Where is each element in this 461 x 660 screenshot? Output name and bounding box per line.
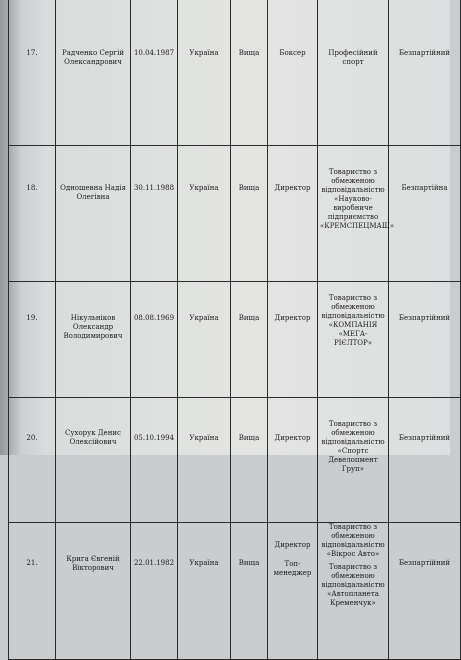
party: Безпартійний [389, 523, 461, 660]
workplace [318, 523, 389, 660]
position: Боксер [268, 0, 318, 146]
position [268, 523, 318, 660]
row-number: 19. [9, 282, 56, 398]
birth-date: 22.01.1982 [131, 523, 178, 660]
workplace: Професійний спорт [318, 0, 389, 146]
party: Безпартійний [389, 282, 461, 398]
table-row [9, 146, 461, 282]
position-2: Топ-менеджер [273, 560, 312, 577]
education: Вища [231, 282, 268, 398]
workplace: Товариство з обмеженою відповідальністю «Науково-виробниче підприємство «КРЕМСПЕЦМАШ» [318, 146, 389, 282]
workplace-1: Товариство з обмеженою відповідальністю «Вікрос Авто» [321, 523, 385, 558]
birth-date: 08.08.1969 [131, 282, 178, 398]
workplace-2: Товариство з обмеженою відповідальністю «Автопланета Кременчук» [321, 563, 385, 607]
row-number: 21. [9, 523, 56, 660]
education: Вища [231, 398, 268, 523]
position: Директор [268, 282, 318, 398]
full-name: Крига Євгеній Вікторович [56, 523, 131, 660]
citizenship: Україна [178, 523, 231, 660]
education: Вища [231, 146, 268, 282]
education: Вища [231, 0, 268, 146]
birth-date: 10.04.1987 [131, 0, 178, 146]
full-name: Одношевна Надія Олегівна [56, 146, 131, 282]
birth-date: 30.11.1988 [131, 146, 178, 282]
education: Вища [231, 523, 268, 660]
position-1: Директор [274, 541, 311, 549]
party: Безпартійна [389, 146, 461, 282]
row-number: 20. [9, 398, 56, 523]
full-name: Нікульніков Олександр Володимирович [56, 282, 131, 398]
workplace-list [320, 523, 386, 608]
position-list [270, 541, 315, 578]
row-number: 17. [9, 0, 56, 146]
table-row [9, 282, 461, 398]
spacer [270, 550, 315, 560]
row-number: 18. [9, 146, 56, 282]
full-name: Сухорук Денис Олексійович [56, 398, 131, 523]
birth-date: 05.10.1994 [131, 398, 178, 523]
citizenship: Україна [178, 146, 231, 282]
party: Безпартійний [389, 398, 461, 523]
workplace: Товариство з обмеженою відповідальністю «КОМПАНІЯ «МЕГА-РІЄЛТОР» [318, 282, 389, 398]
citizenship: Україна [178, 398, 231, 523]
candidates-table [8, 0, 461, 660]
position: Директор [268, 398, 318, 523]
citizenship: Україна [178, 282, 231, 398]
full-name: Радченко Сергій Олександрович [56, 0, 131, 146]
workplace: Товариство з обмеженою відповідальністю «Спортс Девелопмент Груп» [318, 398, 389, 523]
table-row [9, 0, 461, 146]
table-row [9, 523, 461, 660]
party: Безпартійний [389, 0, 461, 146]
position: Директор [268, 146, 318, 282]
table-row [9, 398, 461, 523]
citizenship: Україна [178, 0, 231, 146]
